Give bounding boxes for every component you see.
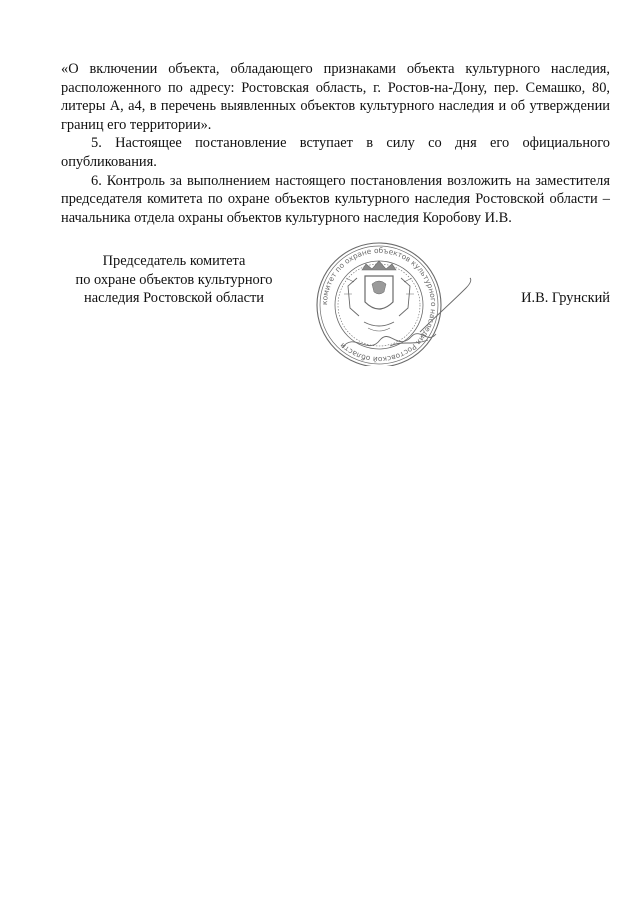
signatory-position-line: наследия Ростовской области (84, 290, 264, 307)
handwritten-signature (342, 278, 471, 348)
paragraph-item-5: 5. Настоящее постановление вступает в силу со дня его официального опубликования. (61, 135, 610, 170)
signatory-position (44, 252, 304, 308)
seal-ring-text: комитет по охране объектов культурного наследия Ростовской области (319, 245, 439, 365)
official-seal-stamp (302, 236, 477, 366)
paragraph-resolution-title: «О включении объекта, обладающего признаками объекта культурного наследия, расположенного по адресу: Ростовская область, г. Ростов-на-Дону, пер. Семашко, 80, литеры А, а4, в перечень выявленных объектов культурного наследия и об утверждении границ его территории». (61, 61, 610, 133)
document-body (61, 60, 610, 227)
signatory-position-line: Председатель комитета (102, 253, 246, 269)
coat-of-arms-icon (344, 261, 414, 331)
paragraph-item-6: 6. Контроль за выполнением настоящего постановления возложить на заместителя председателя комитета по охране объектов культурного наследия Ростовской области – начальника отдела охраны объектов культурного наследия Коробову И.В. (61, 172, 610, 226)
signatory-position-line: по охране объектов культурного (75, 271, 273, 288)
signatory-name: И.В. Грунский (521, 290, 610, 306)
